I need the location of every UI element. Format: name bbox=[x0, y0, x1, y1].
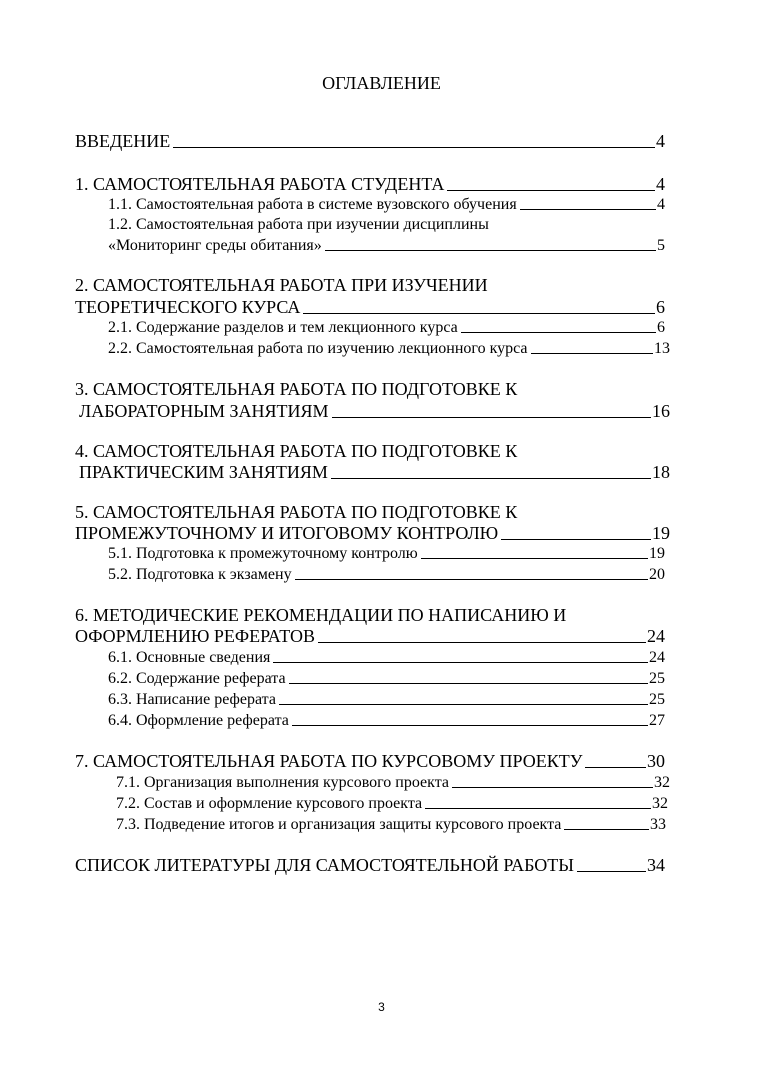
toc-leader-line bbox=[292, 725, 648, 726]
toc-entry-introduction[interactable] bbox=[75, 131, 665, 152]
toc-leader-line bbox=[421, 558, 648, 559]
toc-leader-line bbox=[289, 683, 648, 684]
toc-entry-section-2-2[interactable] bbox=[108, 339, 670, 359]
toc-page-number: 13 bbox=[654, 340, 670, 357]
toc-page-number: 24 bbox=[647, 626, 665, 646]
toc-entry-section-5-2[interactable] bbox=[108, 565, 665, 585]
toc-leader-line bbox=[279, 704, 648, 705]
toc-leader-line bbox=[332, 417, 651, 418]
toc-entry-label: 2.2. Самостоятельная работа по изучению лекционного курса bbox=[108, 340, 528, 357]
toc-leader-line bbox=[585, 767, 646, 768]
toc-entry-label: ПРАКТИЧЕСКИМ ЗАНЯТИЯМ bbox=[79, 462, 328, 482]
toc-page-number: 32 bbox=[652, 795, 668, 812]
toc-entry-references[interactable] bbox=[75, 855, 665, 876]
toc-entry-section-6-3[interactable] bbox=[108, 690, 665, 710]
toc-leader-line bbox=[331, 478, 651, 479]
toc-entry-section-2-line1[interactable]: 2. САМОСТОЯТЕЛЬНАЯ РАБОТА ПРИ ИЗУЧЕНИИ bbox=[75, 275, 488, 295]
toc-entry-section-6[interactable] bbox=[75, 626, 665, 647]
toc-entry-section-5[interactable] bbox=[75, 523, 670, 544]
toc-entry-label: 7.3. Подведение итогов и организация защиты курсового проекта bbox=[116, 816, 562, 833]
toc-entry-label: «Мониторинг среды обитания» bbox=[108, 237, 322, 254]
toc-entry-section-1-2[interactable] bbox=[108, 236, 665, 256]
toc-page-number: 4 bbox=[656, 174, 665, 194]
toc-page-number: 33 bbox=[650, 816, 666, 833]
toc-entry-label: ПРОМЕЖУТОЧНОМУ И ИТОГОВОМУ КОНТРОЛЮ bbox=[75, 523, 499, 543]
toc-entry-section-5-1[interactable] bbox=[108, 544, 665, 564]
toc-entry-section-6-4[interactable] bbox=[108, 711, 665, 731]
toc-page-number: 20 bbox=[649, 566, 665, 583]
toc-entry-label: 6.3. Написание реферата bbox=[108, 691, 276, 708]
toc-leader-line bbox=[447, 190, 655, 191]
toc-page-number: 19 bbox=[652, 523, 670, 543]
toc-leader-line bbox=[173, 147, 655, 148]
toc-entry-section-4-line1[interactable]: 4. САМОСТОЯТЕЛЬНАЯ РАБОТА ПО ПОДГОТОВКЕ К bbox=[75, 441, 518, 461]
toc-leader-line bbox=[531, 353, 653, 354]
toc-entry-label: 2.1. Содержание разделов и тем лекционного курса bbox=[108, 319, 458, 336]
toc-leader-line bbox=[273, 662, 648, 663]
toc-leader-line bbox=[425, 808, 651, 809]
toc-page-number: 5 bbox=[657, 237, 665, 254]
toc-entry-label: ТЕОРЕТИЧЕСКОГО КУРСА bbox=[75, 297, 301, 317]
toc-leader-line bbox=[564, 829, 649, 830]
toc-entry-section-7-1[interactable] bbox=[116, 773, 670, 793]
toc-page-number: 4 bbox=[657, 196, 665, 213]
toc-entry-label: 5.1. Подготовка к промежуточному контролю bbox=[108, 545, 418, 562]
toc-page-number: 24 bbox=[649, 649, 665, 666]
toc-entry-label: 7.1. Организация выполнения курсового проекта bbox=[116, 774, 450, 791]
toc-page-number: 18 bbox=[652, 462, 670, 482]
toc-page-number: 4 bbox=[656, 131, 665, 151]
toc-entry-section-2[interactable] bbox=[75, 297, 665, 318]
toc-entry-section-5-line1[interactable]: 5. САМОСТОЯТЕЛЬНАЯ РАБОТА ПО ПОДГОТОВКЕ К bbox=[75, 502, 518, 522]
toc-page-number: 6 bbox=[656, 297, 665, 317]
page-number: 3 bbox=[378, 1000, 385, 1014]
toc-leader-line bbox=[461, 332, 656, 333]
toc-leader-line bbox=[501, 539, 651, 540]
toc-entry-section-7-3[interactable] bbox=[116, 815, 666, 835]
toc-leader-line bbox=[577, 871, 646, 872]
toc-entry-label: 7. САМОСТОЯТЕЛЬНАЯ РАБОТА ПО КУРСОВОМУ ПРОЕКТУ bbox=[75, 751, 583, 771]
toc-page-number: 16 bbox=[652, 401, 670, 421]
toc-entry-section-2-1[interactable] bbox=[108, 318, 665, 338]
toc-page-number: 27 bbox=[649, 712, 665, 729]
toc-entry-section-1-2-line1[interactable]: 1.2. Самостоятельная работа при изучении дисциплины bbox=[108, 216, 489, 233]
toc-page-number: 6 bbox=[657, 319, 665, 336]
toc-entry-label: ОФОРМЛЕНИЮ РЕФЕРАТОВ bbox=[75, 626, 315, 646]
toc-entry-section-7-2[interactable] bbox=[116, 794, 668, 814]
toc-entry-section-6-line1[interactable]: 6. МЕТОДИЧЕСКИЕ РЕКОМЕНДАЦИИ ПО НАПИСАНИЮ И bbox=[75, 605, 567, 625]
toc-leader-line bbox=[318, 642, 646, 643]
toc-entry-label: СПИСОК ЛИТЕРАТУРЫ ДЛЯ САМОСТОЯТЕЛЬНОЙ РАБОТЫ bbox=[75, 855, 574, 875]
toc-leader-line bbox=[520, 209, 656, 210]
toc-entry-label: ВВЕДЕНИЕ bbox=[75, 131, 171, 151]
toc-entry-section-3-line1[interactable]: 3. САМОСТОЯТЕЛЬНАЯ РАБОТА ПО ПОДГОТОВКЕ К bbox=[75, 379, 518, 399]
toc-entry-section-4[interactable] bbox=[79, 462, 670, 483]
toc-entry-section-6-1[interactable] bbox=[108, 648, 665, 668]
toc-page-number: 32 bbox=[654, 774, 670, 791]
toc-leader-line bbox=[452, 787, 653, 788]
toc-entry-section-1[interactable] bbox=[75, 174, 665, 195]
toc-entry-section-6-2[interactable] bbox=[108, 669, 665, 689]
toc-page-number: 25 bbox=[649, 691, 665, 708]
toc-entry-label: 6.2. Содержание реферата bbox=[108, 670, 286, 687]
toc-leader-line bbox=[325, 250, 656, 251]
toc-page-number: 25 bbox=[649, 670, 665, 687]
toc-entry-section-1-1[interactable] bbox=[108, 195, 665, 215]
toc-entry-section-7[interactable] bbox=[75, 751, 665, 772]
toc-page-number: 19 bbox=[649, 545, 665, 562]
toc-entry-label: 6.4. Оформление реферата bbox=[108, 712, 289, 729]
toc-page-number: 34 bbox=[647, 855, 665, 875]
toc-entry-section-3[interactable] bbox=[79, 401, 670, 422]
toc-entry-label: 7.2. Состав и оформление курсового проекта bbox=[116, 795, 423, 812]
toc-entry-label: ЛАБОРАТОРНЫМ ЗАНЯТИЯМ bbox=[79, 401, 329, 421]
toc-leader-line bbox=[295, 579, 648, 580]
toc-entry-label: 5.2. Подготовка к экзамену bbox=[108, 566, 292, 583]
toc-entry-label: 1. САМОСТОЯТЕЛЬНАЯ РАБОТА СТУДЕНТА bbox=[75, 174, 445, 194]
toc-page-number: 30 bbox=[647, 751, 665, 771]
toc-entry-label: 6.1. Основные сведения bbox=[108, 649, 271, 666]
toc-entry-label: 1.1. Самостоятельная работа в системе вузовского обучения bbox=[108, 196, 517, 213]
toc-title: ОГЛАВЛЕНИЕ bbox=[322, 73, 441, 93]
toc-leader-line bbox=[303, 313, 655, 314]
